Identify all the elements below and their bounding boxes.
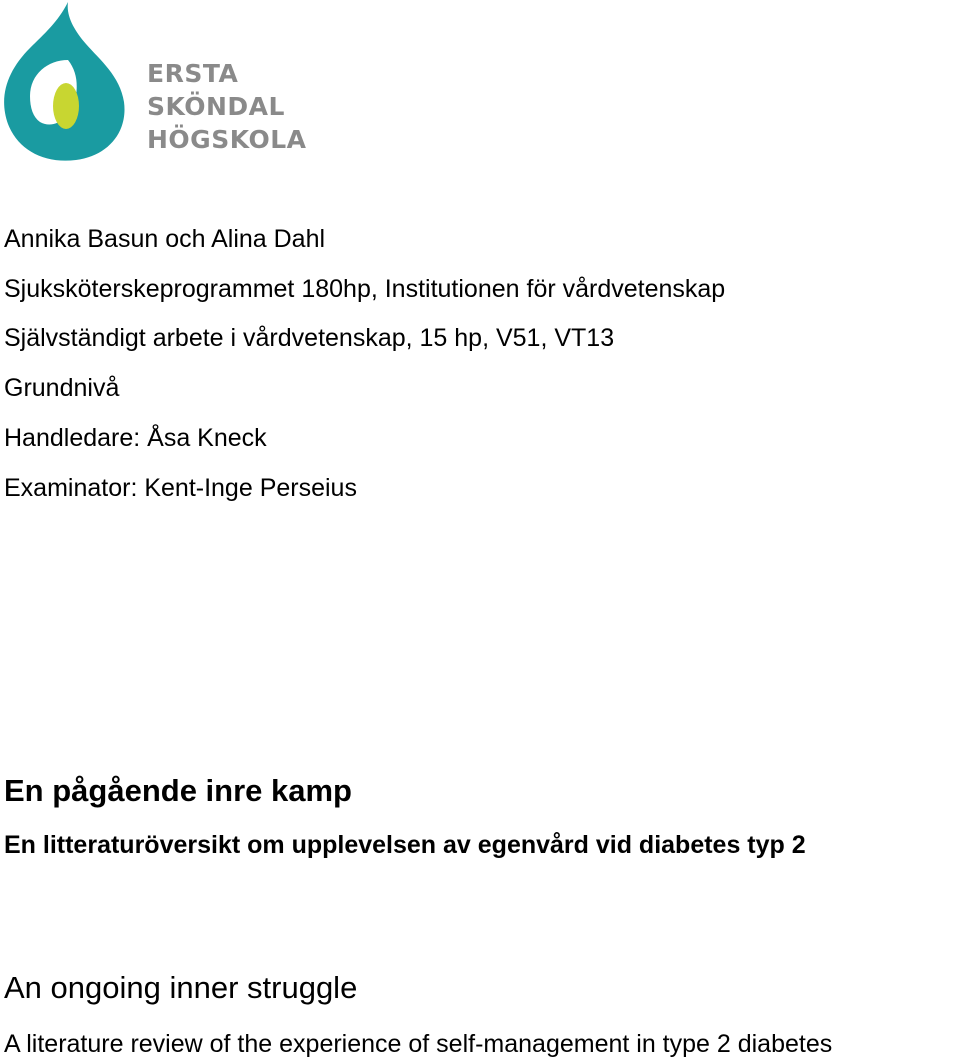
page-subtitle: En litteraturöversikt om upplevelsen av egenvård vid diabetes typ 2 <box>4 831 806 859</box>
examiner: Examinator: Kent-Inge Perseius <box>4 474 357 502</box>
program: Sjuksköterskeprogrammet 180hp, Institutionen för vårdvetenskap <box>4 275 726 303</box>
level: Grundnivå <box>4 374 120 402</box>
droplet-logo-icon <box>0 0 150 165</box>
english-subtitle: A literature review of the experience of self-management in type 2 diabetes <box>4 1030 833 1058</box>
english-title: An ongoing inner struggle <box>4 970 358 1005</box>
logo-text-hogskola: HÖGSKOLA <box>147 125 307 154</box>
supervisor: Handledare: Åsa Kneck <box>4 424 267 452</box>
ersta-skondal-logo <box>0 0 310 165</box>
authors: Annika Basun och Alina Dahl <box>4 225 326 253</box>
logo-text-ersta: ERSTA <box>147 59 239 88</box>
course: Självständigt arbete i vårdvetenskap, 15 hp, V51, VT13 <box>4 324 615 352</box>
logo-text-skondal: SKÖNDAL <box>147 92 285 121</box>
page-title: En pågående inre kamp <box>4 773 352 808</box>
